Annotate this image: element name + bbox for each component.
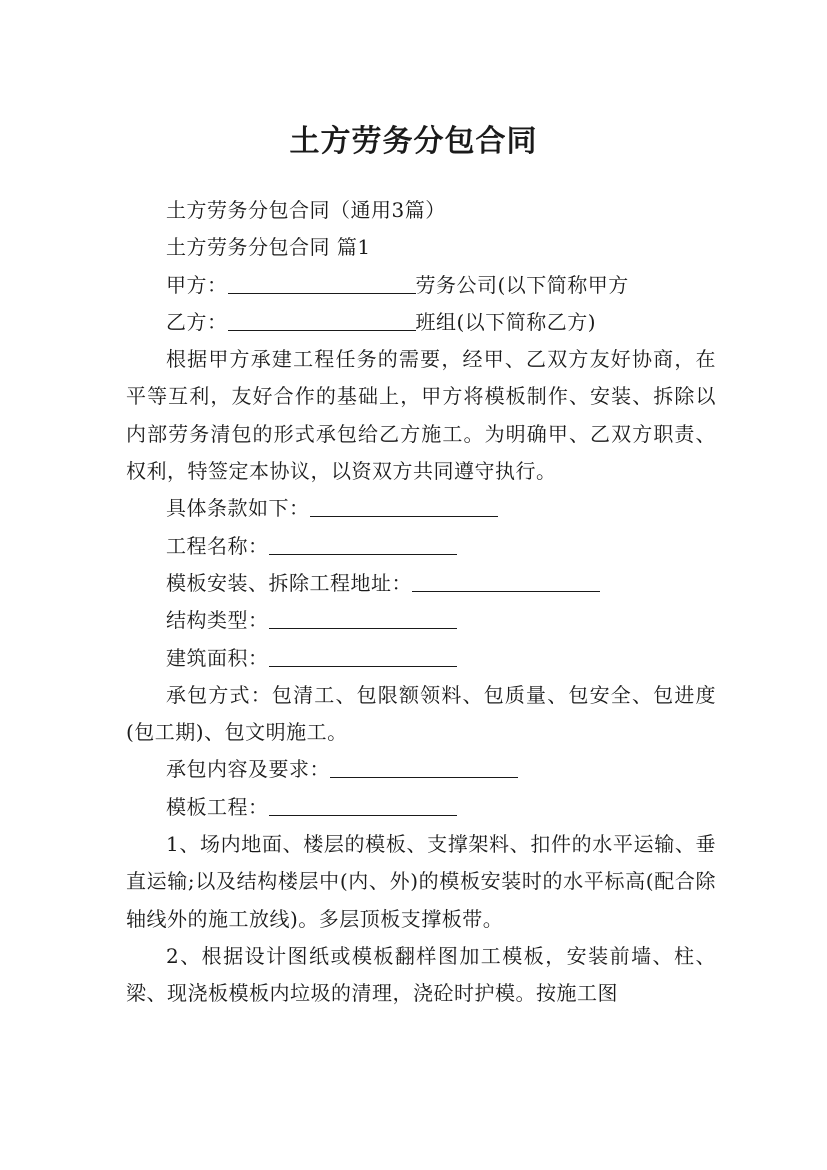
paragraph-text: 根据甲方承建工程任务的需要，经甲、乙双方友好协商，在平等互利，友好合作的基础上，甲方将模板制作、安装、拆除以内部劳务清包的形式承包给乙方施工。为明确甲、乙双方职责、权利，特签定本协议，以资双方共同遵守执行。 (126, 347, 716, 484)
fill-in-blank-line[interactable] (269, 606, 457, 629)
paragraph-contract-mode (126, 677, 716, 752)
paragraph-text-after-blank: 劳务公司(以下简称甲方 (415, 272, 629, 297)
paragraph-building-area (126, 640, 716, 677)
paragraph-formwork (126, 789, 716, 826)
fill-in-blank-line[interactable] (330, 755, 518, 778)
paragraph-text: 具体条款如下： (166, 496, 310, 521)
document-title: 土方劳务分包合同 (289, 124, 538, 160)
paragraph-item-1 (126, 826, 716, 938)
paragraph-text: 甲方： (166, 272, 228, 297)
paragraph-item-2 (126, 938, 716, 1013)
paragraph-text: 土方劳务分包合同 篇1 (166, 235, 371, 260)
paragraph-text: 模板工程： (166, 794, 269, 819)
paragraph-text: 结构类型： (166, 608, 269, 633)
paragraph-text: 工程名称： (166, 533, 269, 558)
paragraph-text: 承包方式：包清工、包限额领料、包质量、包安全、包进度(包工期)、包文明施工。 (126, 682, 716, 745)
fill-in-blank-line[interactable] (269, 793, 457, 816)
paragraph-text-after-blank: 班组(以下简称乙方) (415, 309, 597, 334)
paragraph-party-a (126, 267, 716, 304)
paragraph-text: 承包内容及要求： (166, 757, 330, 782)
fill-in-blank-line[interactable] (269, 644, 457, 667)
fill-in-blank-line[interactable] (412, 569, 600, 592)
paragraph-structure-type (126, 602, 716, 639)
paragraph-project-name (126, 528, 716, 565)
paragraph-text: 1、场内地面、楼层的模板、支撑架料、扣件的水平运输、垂直运输;以及结构楼层中(内、外)的模板安装时的水平标高(配合除轴线外的施工放线)。多层顶板支撑板带。 (126, 832, 716, 931)
fill-in-blank-line[interactable] (310, 494, 498, 517)
document-body (126, 192, 716, 1013)
paragraph-subtitle-all (126, 192, 716, 229)
paragraph-text: 建筑面积： (166, 645, 269, 670)
paragraph-text: 2、根据设计图纸或模板翻样图加工模板，安装前墙、柱、梁、现浇板模板内垃圾的清理，浇砼时护模。按施工图 (126, 943, 716, 1006)
paragraph-text: 乙方： (166, 309, 228, 334)
fill-in-blank-line[interactable] (269, 532, 457, 555)
paragraph-text: 模板安装、拆除工程地址： (166, 570, 412, 595)
fill-in-blank-line[interactable] (228, 308, 416, 331)
paragraph-terms (126, 490, 716, 527)
paragraph-subtitle-1 (126, 229, 716, 266)
paragraph-text: 土方劳务分包合同（通用3篇） (166, 198, 446, 222)
paragraph-contract-content (126, 751, 716, 788)
paragraph-preamble (126, 341, 716, 490)
paragraph-project-address (126, 565, 716, 602)
paragraph-party-b (126, 304, 716, 341)
fill-in-blank-line[interactable] (228, 271, 416, 294)
